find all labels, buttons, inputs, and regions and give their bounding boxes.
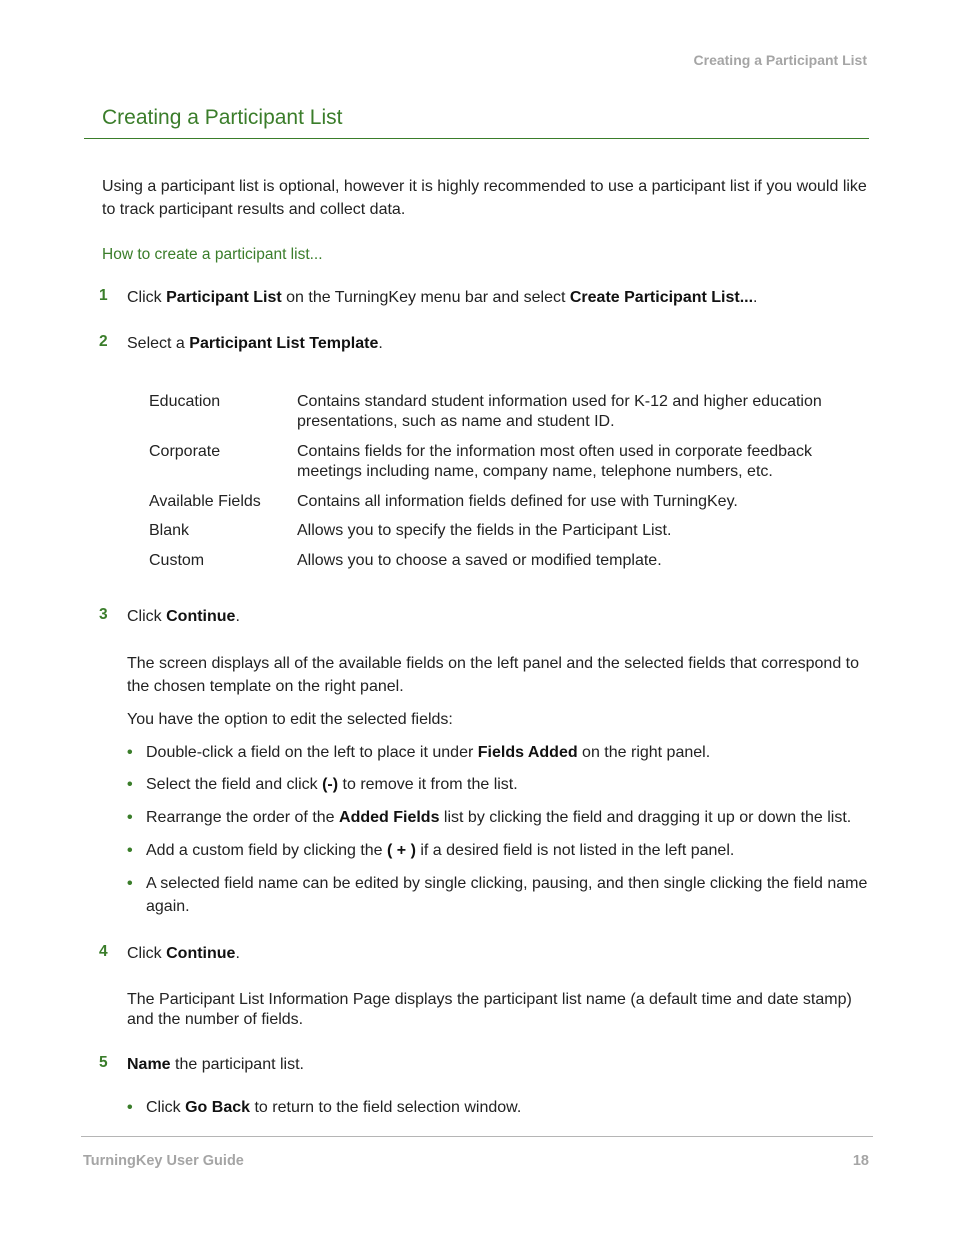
bullet-icon: •	[127, 875, 133, 892]
step-number: 5	[99, 1054, 108, 1071]
footer-divider	[81, 1136, 873, 1137]
section-title: Creating a Participant List	[102, 106, 343, 129]
bullet-icon: •	[127, 1099, 133, 1116]
template-name: Available Fields	[149, 493, 261, 510]
template-description: Allows you to specify the fields in the Participant List.	[297, 522, 672, 539]
running-header: Creating a Participant List	[693, 52, 867, 68]
step-number: 1	[99, 287, 108, 304]
step-3-description: The screen displays all of the available fields on the left panel and the selected fields that correspond to the chosen template on the right panel.	[127, 655, 860, 695]
template-name: Corporate	[149, 443, 221, 460]
step-4-text: Click Continue.	[127, 945, 240, 962]
template-description: Allows you to choose a saved or modified template.	[297, 552, 662, 569]
template-description: Contains standard student information used for K-12 and higher education presentations, such as name and student ID.	[297, 393, 822, 430]
bullet-icon: •	[127, 744, 133, 761]
template-name: Custom	[149, 552, 205, 569]
step-number: 3	[99, 606, 108, 623]
bullet-icon: •	[127, 776, 133, 793]
step-number: 2	[99, 333, 108, 350]
template-name: Blank	[149, 522, 190, 539]
step-3-options-intro: You have the option to edit the selected fields:	[127, 711, 453, 728]
title-divider	[84, 138, 869, 139]
step-1-text: Click Participant List on the TurningKey menu bar and select Create Participant List....	[127, 289, 758, 306]
step-5-text: Name the participant list.	[127, 1056, 304, 1073]
step-3-text: Click Continue.	[127, 608, 240, 625]
intro-paragraph: Using a participant list is optional, however it is highly recommended to use a participant list if you would like to track participant results and collect data.	[102, 178, 867, 218]
bullet-icon: •	[127, 842, 133, 859]
bullet-icon: •	[127, 809, 133, 826]
footer-guide-title: TurningKey User Guide	[83, 1153, 244, 1169]
step-4-description: The Participant List Information Page displays the participant list name (a default time and date stamp) and the number of fields.	[127, 991, 852, 1028]
template-name: Education	[149, 393, 221, 410]
procedure-subheading: How to create a participant list...	[102, 246, 323, 263]
template-description: Contains all information fields defined for use with TurningKey.	[297, 493, 738, 510]
page-number: 18	[852, 1153, 869, 1169]
step-2-text: Select a Participant List Template.	[127, 335, 383, 352]
template-description: Contains fields for the information most often used in corporate feedback meetings including name, company name, telephone numbers, etc.	[297, 443, 812, 480]
step-number: 4	[99, 943, 108, 960]
